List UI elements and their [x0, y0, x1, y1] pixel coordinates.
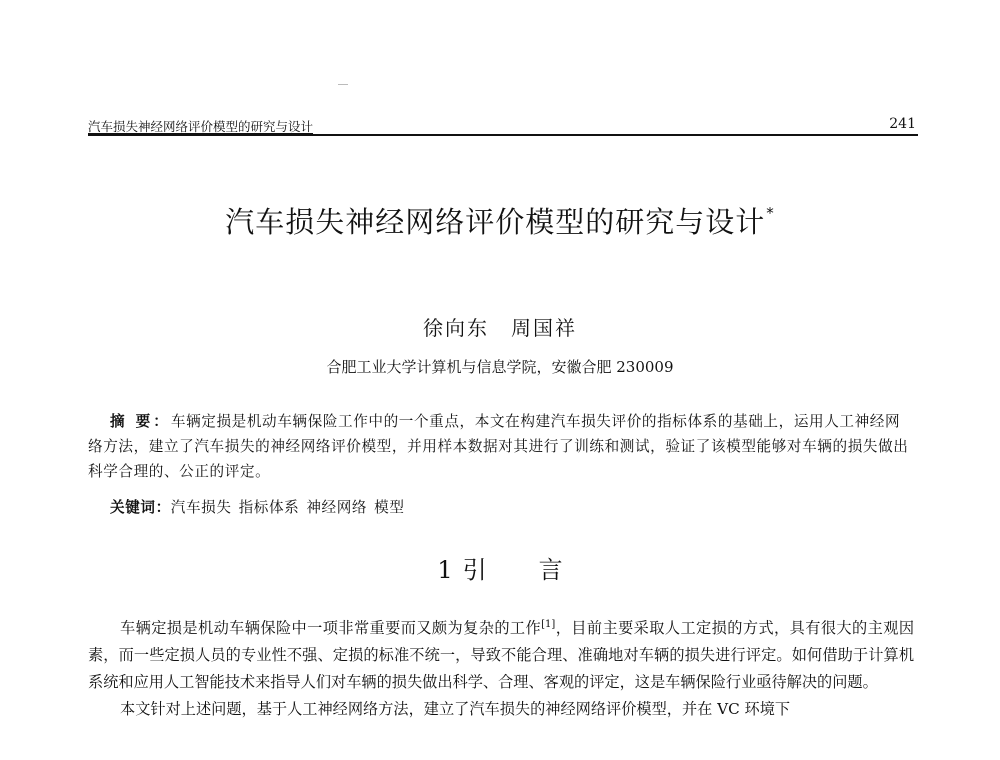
running-title: 汽车损失神经网络评价模型的研究与设计 [88, 119, 314, 134]
section-number: 1 [437, 556, 453, 584]
affiliation: 合肥工业大学计算机与信息学院，安徽合肥 230009 [326, 358, 674, 376]
author-list [0, 312, 1000, 341]
paper-title-text: 汽车损失神经网络评价模型的研究与设计 [225, 205, 766, 239]
scan-speck [338, 84, 348, 85]
author-2: 周国祥 [511, 316, 577, 340]
paragraph-2: 本文针对上述问题，基于人工神经网络方法，建立了汽车损失的神经网络评价模型，并在 VC 环境下 [120, 700, 791, 718]
keyword-1: 汽车损失 [170, 499, 232, 516]
paper-title [0, 200, 1000, 241]
p1-text-a: 车辆定损是机动车辆保险中一项非常重要而又颇为复杂的工作 [120, 619, 542, 637]
section-title-part2: 言 [538, 556, 563, 584]
paragraph-1 [88, 611, 914, 696]
page-number: 241 [889, 116, 916, 132]
running-header [88, 117, 916, 135]
p1-text-b: ，目前主要采取人工定损的方式，具有很大的主观因素，而一些定损人员的专业性不强、定损的标准不统一，导致不能合理、准确地对车辆的损失进行评定。如何借助于计算机系统和应用人工智能技术来指导人们对车辆的损失做出科学、合理、客观的评定，这是车辆保险行业亟待解决的问题。 [88, 619, 915, 691]
title-footnote-marker: * [766, 204, 775, 222]
keyword-2: 指标体系 [238, 499, 300, 516]
body-text [88, 611, 914, 723]
keywords [110, 496, 910, 517]
keyword-3: 神经网络 [306, 499, 368, 516]
header-rule [88, 134, 918, 136]
abstract-text: 车辆定损是机动车辆保险工作中的一个重点，本文在构建汽车损失评价的指标体系的基础上，运用人工神经网络方法，建立了汽车损失的神经网络评价模型，并用样本数据对其进行了训练和测试，验证了该模型能够对车辆的损失做出科学合理的、公正的评定。 [88, 413, 909, 480]
keyword-4: 模型 [374, 499, 405, 516]
author-1: 徐向东 [423, 316, 489, 340]
abstract [88, 409, 914, 484]
keywords-label: 关键词： [110, 499, 171, 516]
section-heading [0, 550, 1000, 585]
citation-ref: [1] [541, 619, 556, 630]
abstract-label: 摘 要： [110, 413, 171, 430]
section-title-part1: 引 [462, 556, 487, 584]
